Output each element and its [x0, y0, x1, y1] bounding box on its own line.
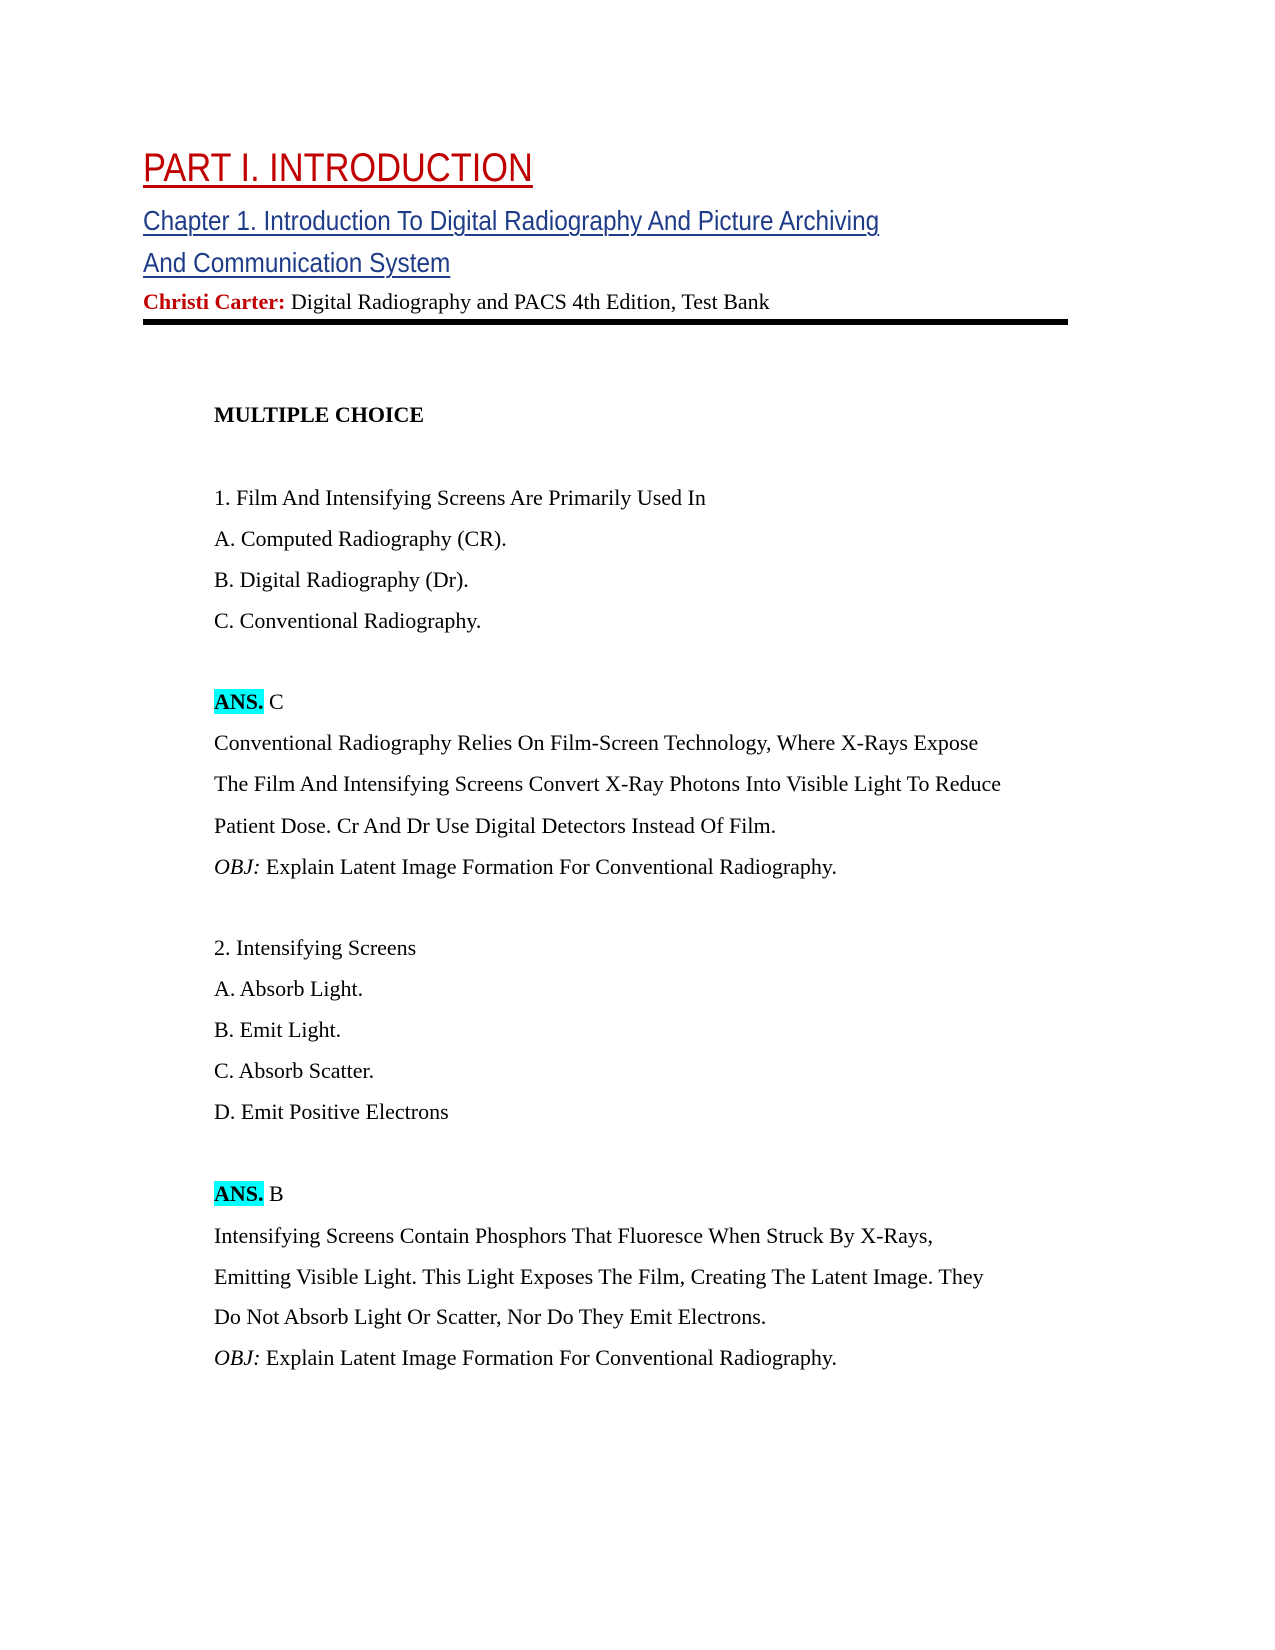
- question-1-explanation-1: Conventional Radiography Relies On Film-Screen Technology, Where X-Rays Expose: [214, 730, 979, 755]
- question-1-option-a: A. Computed Radiography (CR).: [214, 526, 507, 551]
- answer-value: C: [269, 689, 284, 714]
- question-2-objective: [214, 1345, 837, 1371]
- chapter-title-line1: Chapter 1. Introduction To Digital Radiography And Picture Archiving: [143, 205, 880, 236]
- question-2-option-a: A. Absorb Light.: [214, 976, 364, 1001]
- question-2-answer: [214, 1181, 284, 1207]
- part-title: PART I. INTRODUCTION: [143, 146, 533, 190]
- question-1-explanation-2: The Film And Intensifying Screens Convert X-Ray Photons Into Visible Light To Reduce: [214, 771, 1002, 796]
- question-1-option-b: B. Digital Radiography (Dr).: [214, 567, 469, 592]
- answer-value: B: [269, 1181, 284, 1206]
- question-2: 2. Intensifying Screens: [214, 935, 417, 960]
- objective-label: OBJ:: [214, 1345, 261, 1370]
- objective-text: Explain Latent Image Formation For Conventional Radiography.: [265, 854, 837, 879]
- question-1-option-c: C. Conventional Radiography.: [214, 608, 482, 633]
- question-1-answer: [214, 689, 284, 715]
- question-1-explanation-3: Patient Dose. Cr And Dr Use Digital Detectors Instead Of Film.: [214, 813, 777, 838]
- question-2-option-b: B. Emit Light.: [214, 1017, 342, 1042]
- book-title: Digital Radiography and PACS 4th Edition, Test Bank: [290, 289, 770, 314]
- question-2-explanation-3: Do Not Absorb Light Or Scatter, Nor Do They Emit Electrons.: [214, 1304, 767, 1329]
- author-line: [143, 289, 770, 315]
- chapter-title-line2: And Communication System: [143, 247, 451, 278]
- author-name: Christi Carter:: [143, 289, 286, 314]
- question-2-option-d: D. Emit Positive Electrons: [214, 1099, 449, 1124]
- question-1-objective: [214, 854, 837, 880]
- question-2-option-c: C. Absorb Scatter.: [214, 1058, 375, 1083]
- answer-label: ANS.: [214, 1181, 264, 1206]
- question-2-explanation-2: Emitting Visible Light. This Light Exposes The Film, Creating The Latent Image. They: [214, 1264, 984, 1289]
- objective-text: Explain Latent Image Formation For Conventional Radiography.: [265, 1345, 837, 1370]
- answer-label: ANS.: [214, 689, 264, 714]
- header-rule: [143, 319, 1068, 325]
- question-1: 1. Film And Intensifying Screens Are Primarily Used In: [214, 485, 706, 510]
- objective-label: OBJ:: [214, 854, 261, 879]
- section-heading: MULTIPLE CHOICE: [214, 402, 425, 427]
- question-2-explanation-1: Intensifying Screens Contain Phosphors That Fluoresce When Struck By X-Rays,: [214, 1223, 933, 1248]
